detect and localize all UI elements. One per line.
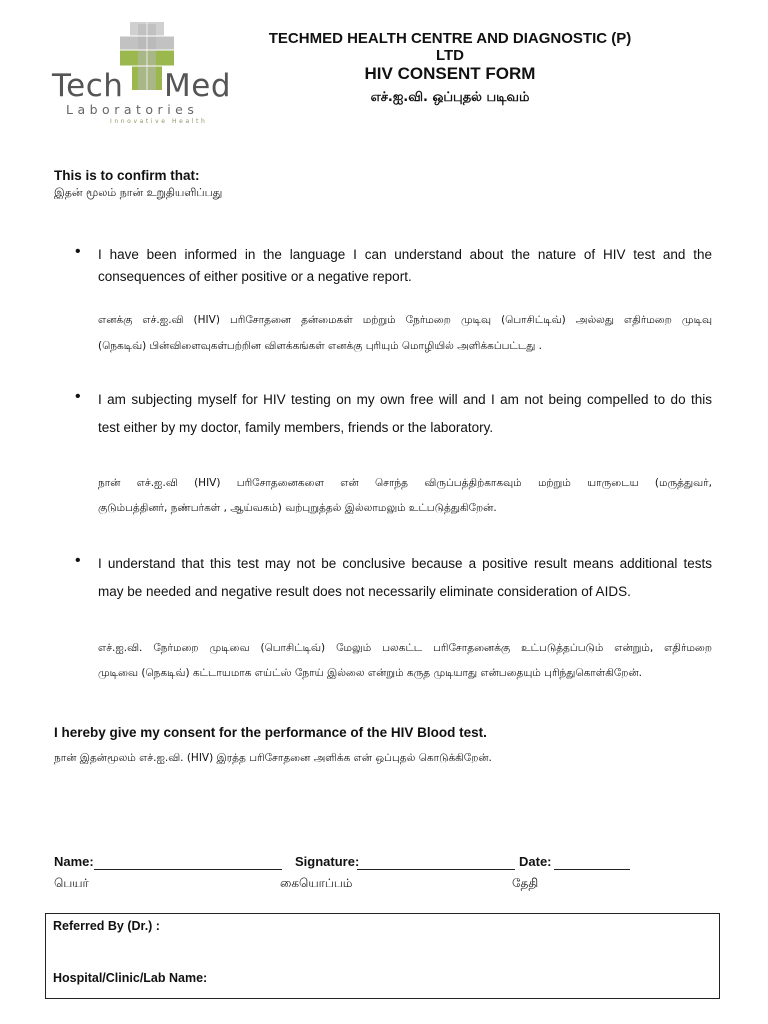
logo-tagline: Innovative Health xyxy=(110,118,208,125)
bullet-marker: • xyxy=(75,388,81,405)
logo-word-tech: Tech xyxy=(52,68,124,104)
bullet-marker: • xyxy=(75,243,81,260)
point-1-ta-line-2: (நெகடிவ்) பின்விளைவுகள்பற்றின விளக்கங்கள் எனக்கு புரியும் மொழியில் அளிக்கப்பட்டது . xyxy=(98,340,542,352)
point-2-en-line-2: test either by my doctor, family members, friends or the laboratory. xyxy=(98,420,494,435)
point-3-en-line-2: may be needed and negative result does not necessarily eliminate consideration of AIDS. xyxy=(98,584,631,599)
date-label-tamil: தேதி xyxy=(512,876,539,890)
techmed-logo xyxy=(52,20,232,130)
date-label: Date: xyxy=(519,854,552,869)
signature-label: Signature: xyxy=(295,854,360,869)
point-2-ta-line-1: நான் எச்.ஐ.வி (HIV) பரிசோதனைகளை என் சொந்த விருப்பத்திற்காகவும் மற்றும் யாருடைய (மருத்துவர், xyxy=(98,477,712,489)
point-1-en-line-1: I have been informed in the language I can understand about the nature of HIV test and the xyxy=(98,247,712,262)
name-label-tamil: பெயர் xyxy=(54,876,89,890)
referred-by-label: Referred By (Dr.) : xyxy=(53,919,160,933)
logo-subtitle: Laboratories xyxy=(66,102,199,117)
point-3-en-line-1: I understand that this test may not be conclusive because a positive result means additional tests xyxy=(98,556,712,571)
bullet-marker: • xyxy=(75,552,81,569)
name-field[interactable] xyxy=(94,855,282,870)
form-title: HIV CONSENT FORM xyxy=(364,64,536,83)
signature-field[interactable] xyxy=(357,855,515,870)
point-2-ta-line-2: குடும்பத்தினர், நண்பர்கள் , ஆய்வகம்) வற்புறுத்தல் இல்லாமலும் உட்படுத்துகிறேன். xyxy=(98,502,497,514)
hospital-name-label: Hospital/Clinic/Lab Name: xyxy=(53,971,208,985)
point-3-ta-line-2: முடிவை (நெகடிவ்) கட்டாயமாக எய்ட்ஸ் நோய் இல்லை என்றும் கருத முடியாது என்பதையும் புரிந்துகொள்கிறேன். xyxy=(98,667,642,679)
consent-statement-tamil: நான் இதன்மூலம் எச்.ஐ.வி. (HIV) இரத்த பரிசோதனை அளிக்க என் ஒப்புதல் கொடுக்கிறேன். xyxy=(54,752,492,764)
point-1-en-line-2: consequences of either positive or a negative report. xyxy=(98,269,412,284)
confirm-heading: This is to confirm that: xyxy=(54,168,200,183)
hospital-name-field[interactable] xyxy=(216,969,711,987)
point-1-ta-line-1: எனக்கு எச்.ஐ.வி (HIV) பரிசோதனை தன்மைகள் மற்றும் நேர்மறை முடிவு (பொசிட்டிவ்) அல்லது எதிர்மறை முடிவு xyxy=(98,314,712,326)
company-name: TECHMED HEALTH CENTRE AND DIAGNOSTIC (P) LTD xyxy=(268,30,632,64)
name-label: Name: xyxy=(54,854,94,869)
form-title-tamil: எச்.ஐ.வி. ஒப்புதல் படிவம் xyxy=(370,90,530,105)
consent-statement: I hereby give my consent for the performance of the HIV Blood test. xyxy=(54,725,487,740)
signature-label-tamil: கையொப்பம் xyxy=(280,876,353,890)
confirm-heading-tamil: இதன் மூலம் நான் உறுதியளிப்பது xyxy=(54,186,223,199)
referred-by-field[interactable] xyxy=(181,918,711,936)
point-3-ta-line-1: எச்.ஐ.வி. நேர்மறை முடிவை (பொசிட்டிவ்) மேலும் பலகட்ட பரிசோதனைக்கு உட்படுத்தப்படும் என்றும், எதிர்மறை xyxy=(98,642,712,654)
referral-box xyxy=(45,913,720,999)
date-field[interactable] xyxy=(554,855,630,870)
logo-word-med: Med xyxy=(164,68,231,104)
point-2-en-line-1: I am subjecting myself for HIV testing on my own free will and I am not being compelled to do this xyxy=(98,392,712,407)
